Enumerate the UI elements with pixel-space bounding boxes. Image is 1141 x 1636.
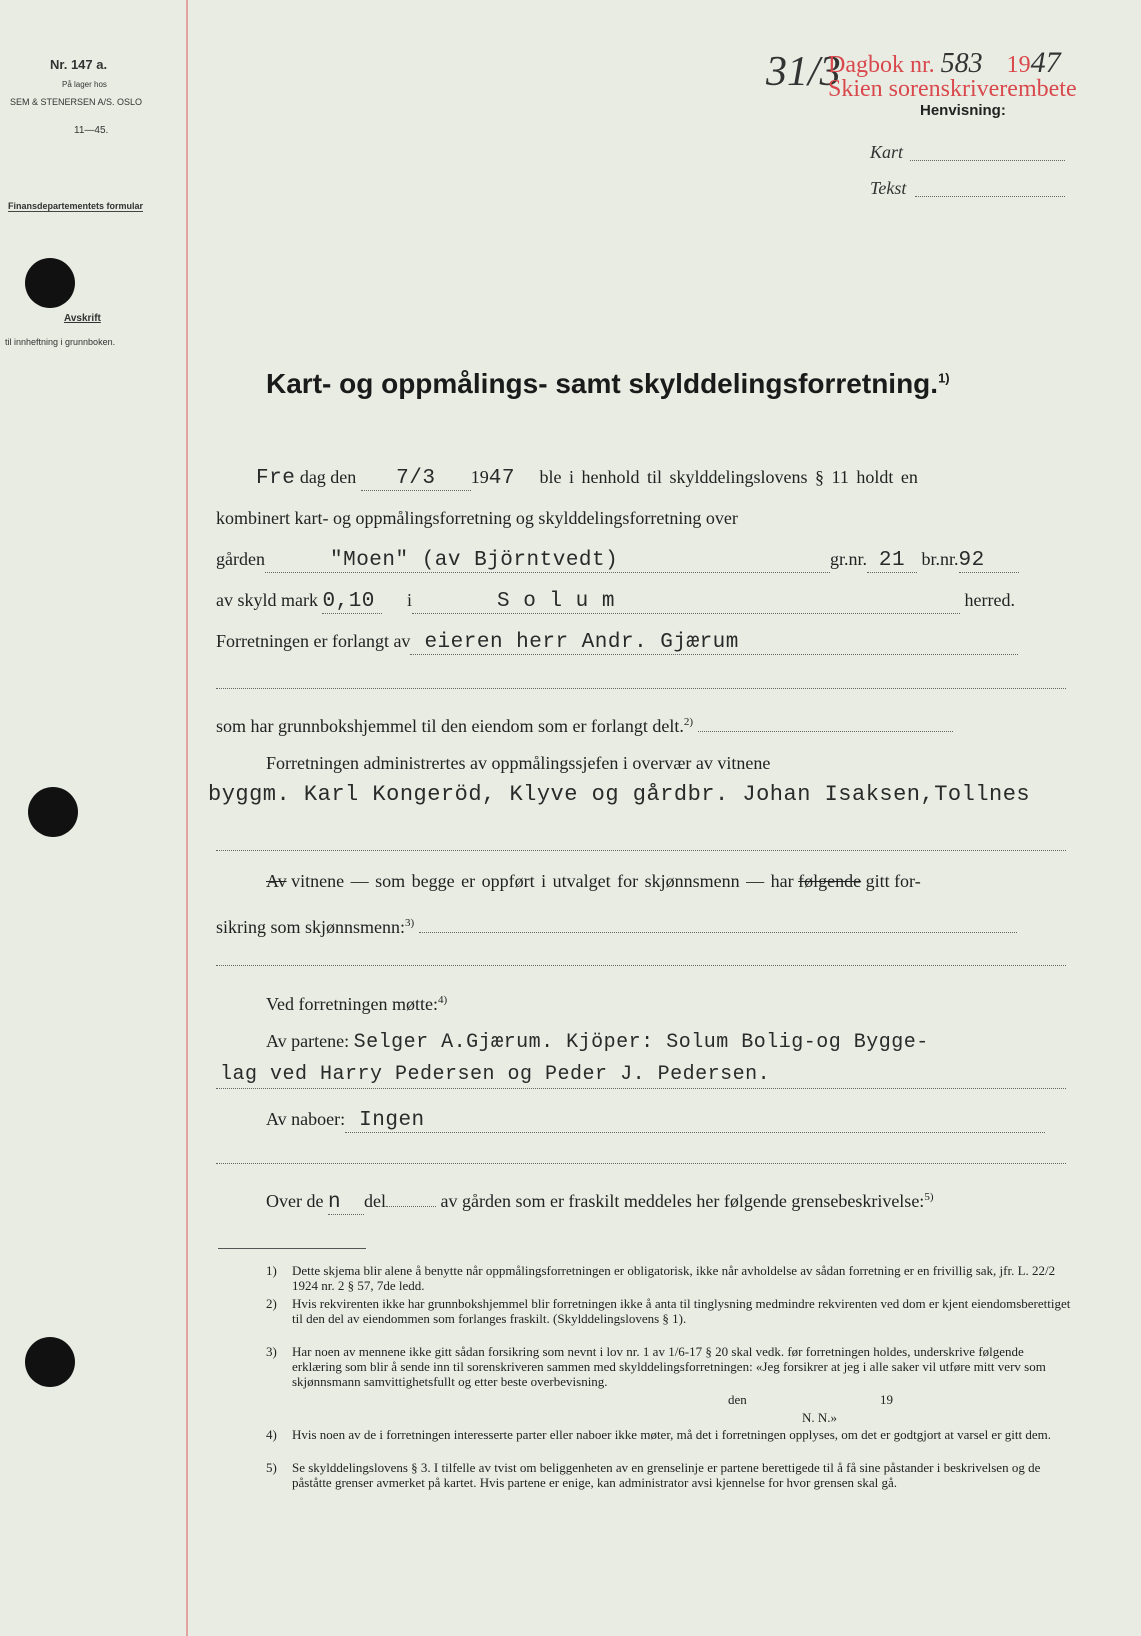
farm-field — [265, 548, 830, 573]
page-title-text: Kart- og oppmålings- samt skylddelingsforretning. — [266, 368, 939, 399]
title-holder-text: som har grunnbokshjemmel til den eiendom som er forlangt delt. — [216, 716, 684, 736]
farm-name: "Moen" (av Björntvedt) — [329, 549, 619, 572]
footnote-separator — [218, 1248, 366, 1249]
journal-prefix: Dagbok nr. — [828, 52, 935, 78]
bleed-through — [380, 215, 1020, 435]
footnote-2 — [266, 1296, 1072, 1326]
publisher-line1: På lager hos — [62, 80, 107, 89]
journal-number: 583 — [940, 48, 983, 79]
footnote-3-year: 19 — [880, 1392, 893, 1407]
neighbors-label: Av naboer: — [266, 1109, 346, 1129]
sikring-text: sikring som skjønnsmenn: — [216, 917, 406, 937]
witnesses: byggm. Karl Kongeröd, Klyve og gårdbr. Johan Isaksen,Tollnes — [208, 782, 1031, 807]
footnote-3-den: den — [728, 1392, 747, 1407]
brnr-value: 92 — [959, 550, 1019, 573]
reference-label: Henvisning: — [920, 102, 1006, 119]
footnote-4-num: 4) — [266, 1427, 277, 1442]
handwritten-date: 31/3 — [766, 49, 841, 95]
text-label: Tekst — [870, 178, 907, 198]
line-farm — [216, 548, 1068, 573]
footnote-4 — [266, 1427, 1072, 1442]
sikring-fn: 3) — [405, 917, 415, 929]
boundary-text: av gården som er fraskilt meddeles her følgende grensebeskrivelse: — [440, 1191, 925, 1211]
parties-label: Av partene: — [266, 1031, 350, 1051]
herred-label: herred. — [964, 590, 1015, 610]
held-text: ble i henhold til skylddelingslovens § 11 holdt en — [539, 467, 918, 487]
footnote-1-text: Dette skjema blir alene å benytte når oppmålingsforretningen er obligatorisk, ikke når avholdelse av sådan forretning er en frivillig sak, jfr. L. 22/2 1924 nr. 2 § 57, 7de ledd. — [292, 1263, 1056, 1293]
journal-year-prefix: 19 — [1006, 52, 1031, 78]
over-de: Over de — [266, 1191, 324, 1211]
line-sikring — [216, 912, 1068, 938]
skyld-value: 0,10 — [322, 591, 382, 614]
year-prefix: 19 — [470, 467, 489, 487]
copy-label: Avskrift — [64, 313, 101, 324]
municipality-field — [412, 589, 960, 614]
gitt-for: gitt for- — [865, 871, 921, 891]
footnote-3-num: 3) — [266, 1344, 277, 1359]
neighbors-value: Ingen — [359, 1109, 425, 1132]
line-parties — [266, 1030, 1118, 1054]
copy-note: til innheftning i grunnboken. — [5, 337, 116, 347]
parties-line2: lag ved Harry Pedersen og Peder J. Pedersen. — [220, 1063, 771, 1086]
margin-rule — [186, 0, 188, 1636]
title-footnote-ref: 1) — [938, 370, 950, 386]
attended-fn: 4) — [437, 994, 448, 1006]
footnote-5 — [266, 1460, 1072, 1490]
footnote-2-text: Hvis rekvirenten ikke har grunnbokshjemmel blir forretningen ikke å anta til tinglysning medmindre rekvirenten ved dom er kjent eiendomsberettiget til den del av eiendommen som forlanges fraskilt. (Skylddelingslovens § 1). — [292, 1296, 1071, 1326]
footnote-3-initials: N. N.» — [802, 1410, 838, 1425]
punch-hole-top — [25, 258, 75, 308]
footnote-5-text: Se skylddelingslovens § 3. I tilfelle av tvist om beliggenheten av en grenselinje er partene berettigede til å få sine påstander i beskrivelsen og de påståtte grenser avmerket på kartet. Hvis partene er enige, kan administrator avsi kjennelse for hvor grensen skal gå. — [292, 1460, 1041, 1490]
skyld-label: av skyld mark — [216, 590, 318, 610]
boundary-fn: 5) — [924, 1191, 934, 1203]
av-struck: Av — [266, 871, 287, 891]
municipality: S o l u m — [497, 590, 615, 613]
dag-den-label: dag den — [299, 467, 357, 487]
ministry-label: Finansdepartementets formular — [8, 201, 144, 211]
footnote-1 — [266, 1263, 1072, 1293]
grnr-value: 21 — [867, 550, 917, 573]
requested-label: Forretningen er forlangt av — [216, 631, 411, 651]
punch-hole-middle — [28, 787, 78, 837]
line-boundary — [266, 1186, 1076, 1215]
line-vitnene — [266, 870, 1066, 892]
punch-hole-bottom — [25, 1337, 75, 1387]
fraction-value: n — [328, 1192, 364, 1215]
vitnene-text: vitnene — som begge er oppført i utvalget for skjønnsmenn — har — [291, 871, 794, 891]
footnote-3-text: Har noen av mennene ikke gitt sådan forsikring som nevnt i lov nr. 1 av 1/6-17 § 20 skal vedk. før forretningen holdes, underskrive følgende erklæring som blir å sende inn til sorenskriveren sammen med skylddelingsforretningen: «Jeg forsikrer at jeg i alle saker vil utføre mitt verv som skjønnsmann samvittighetsfullt og etter beste overbevisning. — [292, 1344, 1046, 1389]
grnr-label: gr.nr. — [829, 549, 867, 569]
title-holder-fn: 2) — [683, 716, 694, 728]
line-requested — [216, 630, 1068, 655]
line-neighbors — [266, 1108, 1066, 1133]
del-label: del — [363, 1191, 386, 1211]
footnote-5-num: 5) — [266, 1460, 277, 1475]
line-administered: Forretningen administrertes av oppmålingssjefen i overvær av vitnene — [266, 753, 771, 773]
farm-label: gården — [216, 549, 265, 569]
map-label: Kart — [870, 142, 904, 162]
attended-text: Ved forretningen møtte: — [266, 994, 438, 1014]
footnote-1-num: 1) — [266, 1263, 277, 1278]
line-skyld — [216, 589, 1068, 614]
i-label: i — [406, 590, 412, 610]
publisher-line2: SEM & STENERSEN A/S. OSLO — [10, 97, 143, 107]
footnote-3 — [266, 1344, 1072, 1389]
folgende-struck: følgende — [798, 871, 862, 891]
requested-by: eieren herr Andr. Gjærum — [424, 631, 739, 654]
edition: 11—45. — [74, 125, 109, 136]
neighbors-field — [345, 1108, 1045, 1133]
footnote-2-num: 2) — [266, 1296, 277, 1311]
weekday: Fre — [256, 467, 296, 490]
line-combined: kombinert kart- og oppmålingsforretning og skylddelingsforretning over — [216, 508, 738, 528]
line-attended — [266, 989, 1118, 1015]
brnr-label: br.nr. — [921, 549, 959, 569]
line-date — [216, 466, 1068, 491]
page-title — [266, 368, 950, 400]
parties-line1: Selger A.Gjærum. Kjöper: Solum Bolig-og Bygge- — [353, 1031, 929, 1054]
date-value: 7/3 — [361, 468, 471, 491]
form-number: Nr. 147 a. — [50, 57, 108, 72]
year-value: 47 — [488, 467, 516, 490]
journal-year: 47 — [1030, 46, 1061, 79]
line-title-holder — [216, 711, 1068, 737]
journal-stamp-line2: Skien sorenskriverembete — [828, 76, 1077, 102]
requested-field — [410, 630, 1018, 655]
footnote-4-text: Hvis noen av de i forretningen interesserte parter eller naboer ikke møter, må det i forretningen opplyses, om det er godtgjort at varsel er gitt dem. — [292, 1427, 1052, 1442]
journal-stamp-line1 — [828, 46, 1061, 80]
